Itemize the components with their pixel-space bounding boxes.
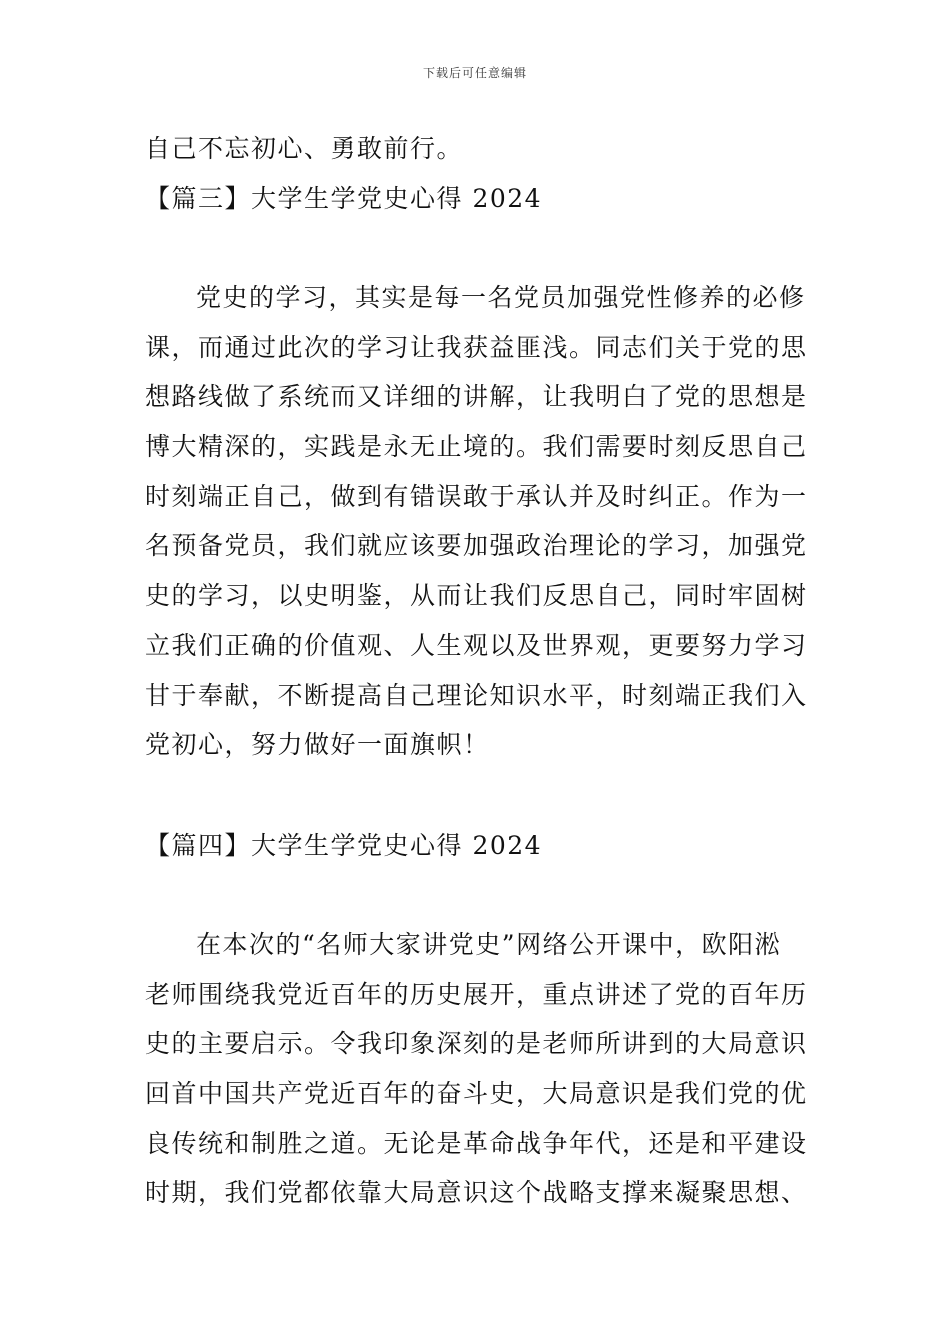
paragraph-line: 在本次的“名师大家讲党史”网络公开课中，欧阳淞 bbox=[196, 930, 782, 959]
paragraph-line: 想路线做了系统而又详细的讲解，让我明白了党的思想是 bbox=[145, 382, 808, 411]
paragraph-line: 名预备党员，我们就应该要加强政治理论的学习，加强党 bbox=[145, 531, 808, 560]
carry-over-line: 自己不忘初心、勇敢前行。 bbox=[145, 134, 464, 163]
paragraph-line: 博大精深的，实践是永无止境的。我们需要时刻反思自己 bbox=[145, 432, 808, 461]
paragraph-line: 党初心，努力做好一面旗帜！ bbox=[145, 730, 490, 759]
paragraph-line: 时期，我们党都依靠大局意识这个战略支撑来凝聚思想、 bbox=[145, 1178, 808, 1207]
page-header-note: 下载后可任意编辑 bbox=[422, 66, 527, 80]
paragraph-line: 立我们正确的价值观、人生观以及世界观，更要努力学习 bbox=[145, 631, 808, 660]
paragraph-line: 时刻端正自己，做到有错误敢于承认并及时纠正。作为一 bbox=[145, 482, 808, 511]
paragraph-line: 甘于奉献，不断提高自己理论知识水平，时刻端正我们入 bbox=[145, 681, 808, 710]
paragraph-line: 党史的学习，其实是每一名党员加强党性修养的必修 bbox=[196, 283, 806, 312]
section-three-heading: 【篇三】大学生学党史心得 2024 bbox=[145, 184, 543, 213]
paragraph-line: 老师围绕我党近百年的历史展开，重点讲述了党的百年历 bbox=[145, 980, 808, 1009]
paragraph-line: 回首中国共产党近百年的奋斗史，大局意识是我们党的优 bbox=[145, 1079, 808, 1108]
paragraph-line: 良传统和制胜之道。无论是革命战争年代，还是和平建设 bbox=[145, 1129, 808, 1158]
section-four-heading: 【篇四】大学生学党史心得 2024 bbox=[145, 831, 543, 860]
paragraph-line: 史的主要启示。令我印象深刻的是老师所讲到的大局意识 bbox=[145, 1029, 808, 1058]
paragraph-line: 史的学习，以史明鉴，从而让我们反思自己，同时牢固树 bbox=[145, 581, 808, 610]
paragraph-line: 课，而通过此次的学习让我获益匪浅。同志们关于党的思 bbox=[145, 333, 808, 362]
